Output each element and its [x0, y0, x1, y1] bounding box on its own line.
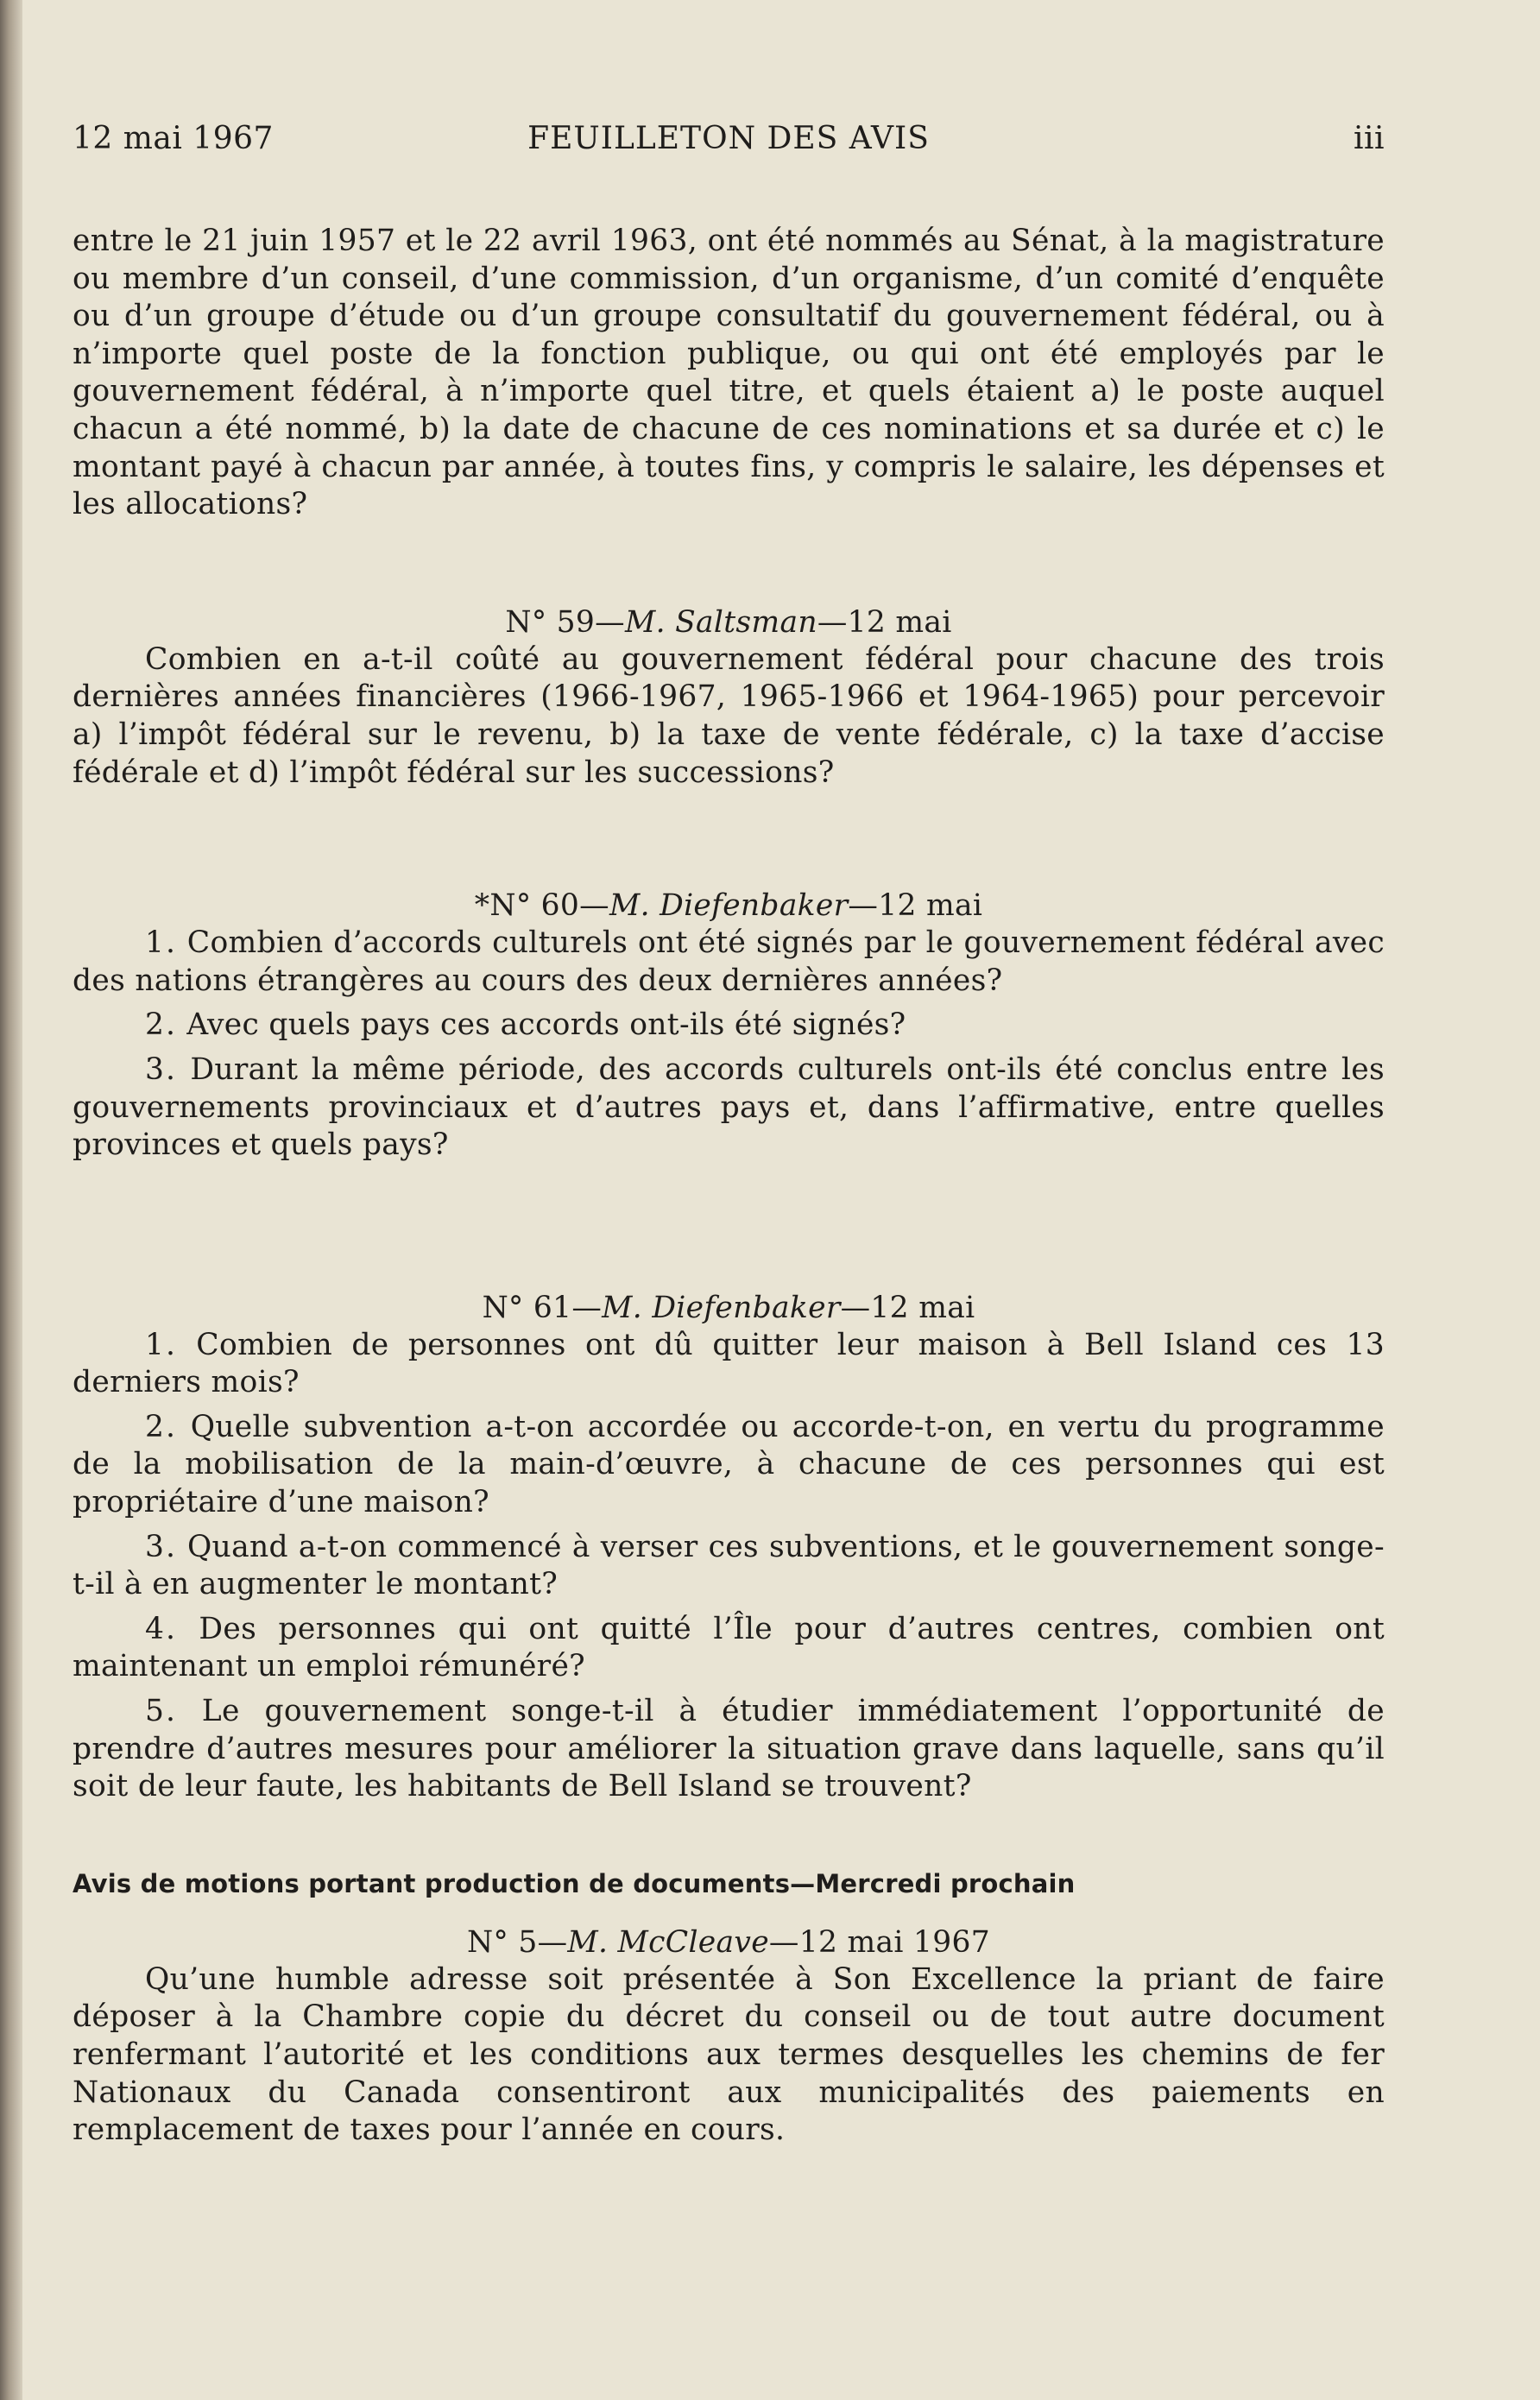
item-text: Des personnes qui ont quitté l’Île pour d’autres centres, combien ont maintenant un emploi rémunéré? — [73, 1611, 1385, 1684]
item-text: Combien de personnes ont dû quitter leur maison à Bell Island ces 13 derniers mois? — [73, 1327, 1385, 1400]
section-heading-motions: Avis de motions portant production de documents—Mercredi prochain — [73, 1868, 1076, 1898]
item-number: 1. — [145, 925, 177, 961]
question-61-item-3 — [73, 1529, 1385, 1604]
item-text: Durant la même période, des accords culturels ont-ils été conclus entre les gouvernements provinciaux et d’autres pays et, dans l’affirmative, entre quelles provinces et quels pays? — [73, 1052, 1385, 1163]
question-60-date: —12 mai — [848, 888, 983, 924]
question-59-number: N° 59— — [505, 604, 625, 640]
item-text: Combien d’accords culturels ont été signés par le gouvernement fédéral avec des nations étrangères au cours des deux dernières années? — [73, 925, 1385, 998]
page-body — [73, 121, 1385, 2150]
item-text: Quelle subvention a-t-on accordée ou accorde-t-on, en vertu du programme de la mobilisation de la main-d’œuvre, à chacune de ces personnes qui est propriétaire d’une maison? — [73, 1409, 1385, 1520]
question-60-item-3 — [73, 1052, 1385, 1165]
motion-5-number: N° 5— — [467, 1924, 568, 1960]
question-59-heading — [73, 603, 1385, 641]
header-date: 12 mai 1967 — [73, 121, 274, 156]
item-number: 3. — [145, 1529, 177, 1564]
motion-5-text: Qu’une humble adresse soit présentée à Son Excellence la priant de faire déposer à la Chambre copie du décret du conseil ou de tout autre document renfermant l’autorité et les conditions aux termes desquelles les chemins de fer Nationaux du Canada consentiront aux municipalités des paiements en remplacement de taxes pour l’année en cours. — [73, 1961, 1385, 2148]
item-text: Quand a-t-on commencé à verser ces subventions, et le gouvernement songe-t-il à en augmenter le montant? — [73, 1529, 1385, 1602]
item-number: 1. — [145, 1327, 177, 1362]
question-60-item-1 — [73, 925, 1385, 1000]
item-text: Avec quels pays ces accords ont-ils été signés? — [186, 1007, 906, 1043]
binding-edge — [0, 0, 22, 2400]
item-number: 5. — [145, 1694, 177, 1729]
question-60-item-2 — [73, 1007, 1385, 1045]
motion-5-member: M. McCleave — [567, 1924, 769, 1960]
page-header — [73, 121, 1385, 173]
question-59-date: —12 mai — [817, 604, 952, 640]
question-61-member: M. Diefenbaker — [602, 1290, 841, 1325]
question-59-member: M. Saltsman — [624, 604, 817, 640]
question-60-number: *N° 60— — [474, 888, 609, 924]
question-61-item-1 — [73, 1327, 1385, 1402]
question-61-heading — [73, 1289, 1385, 1327]
question-60-heading — [73, 887, 1385, 925]
motion-5-date: —12 mai 1967 — [768, 1924, 990, 1960]
item-text: Le gouvernement songe-t-il à étudier immédiatement l’opportunité de prendre d’autres mesures pour améliorer la situation grave dans laquelle, sans qu’il soit de leur faute, les habitants de Bell Island se trouvent? — [73, 1694, 1385, 1804]
item-number: 2. — [145, 1409, 177, 1444]
question-61-number: N° 61— — [482, 1290, 603, 1325]
item-number: 2. — [145, 1007, 177, 1043]
question-61-item-5 — [73, 1693, 1385, 1806]
question-59-text: Combien en a-t-il coûté au gouvernement fédéral pour chacune des trois dernières années financières (1966-1967, 1965-1966 et 1964-1965) pour percevoir a) l’impôt fédéral sur le revenu, b) la taxe de vente fédérale, c) la taxe d’accise fédérale et d) l’impôt fédéral sur les successions? — [73, 641, 1385, 790]
item-number: 4. — [145, 1611, 177, 1646]
motion-5-heading — [73, 1923, 1385, 1961]
question-61-item-2 — [73, 1409, 1385, 1522]
header-page-number: iii — [1353, 121, 1385, 156]
intro-paragraph: entre le 21 juin 1957 et le 22 avril 1963, ont été nommés au Sénat, à la magistrature ou membre d’un conseil, d’une commission, d’un organisme, d’un comité d’enquête ou d’un groupe d’étude ou d’un groupe consultatif du gouvernement fédéral, ou à n’importe quel poste de la fonction publique, ou qui ont été employés par le gouvernement fédéral, à n’importe quel titre, et quels étaient a) le poste auquel chacun a été nommé, b) la date de chacune de ces nominations et sa durée et c) le montant payé à chacun par année, à toutes fins, y compris le salaire, les dépenses et les allocations? — [73, 224, 1385, 522]
header-title: FEUILLETON DES AVIS — [527, 121, 930, 156]
question-61-date: —12 mai — [840, 1290, 975, 1325]
item-number: 3. — [145, 1052, 177, 1087]
question-61-item-4 — [73, 1611, 1385, 1686]
question-60-member: M. Diefenbaker — [609, 888, 849, 924]
